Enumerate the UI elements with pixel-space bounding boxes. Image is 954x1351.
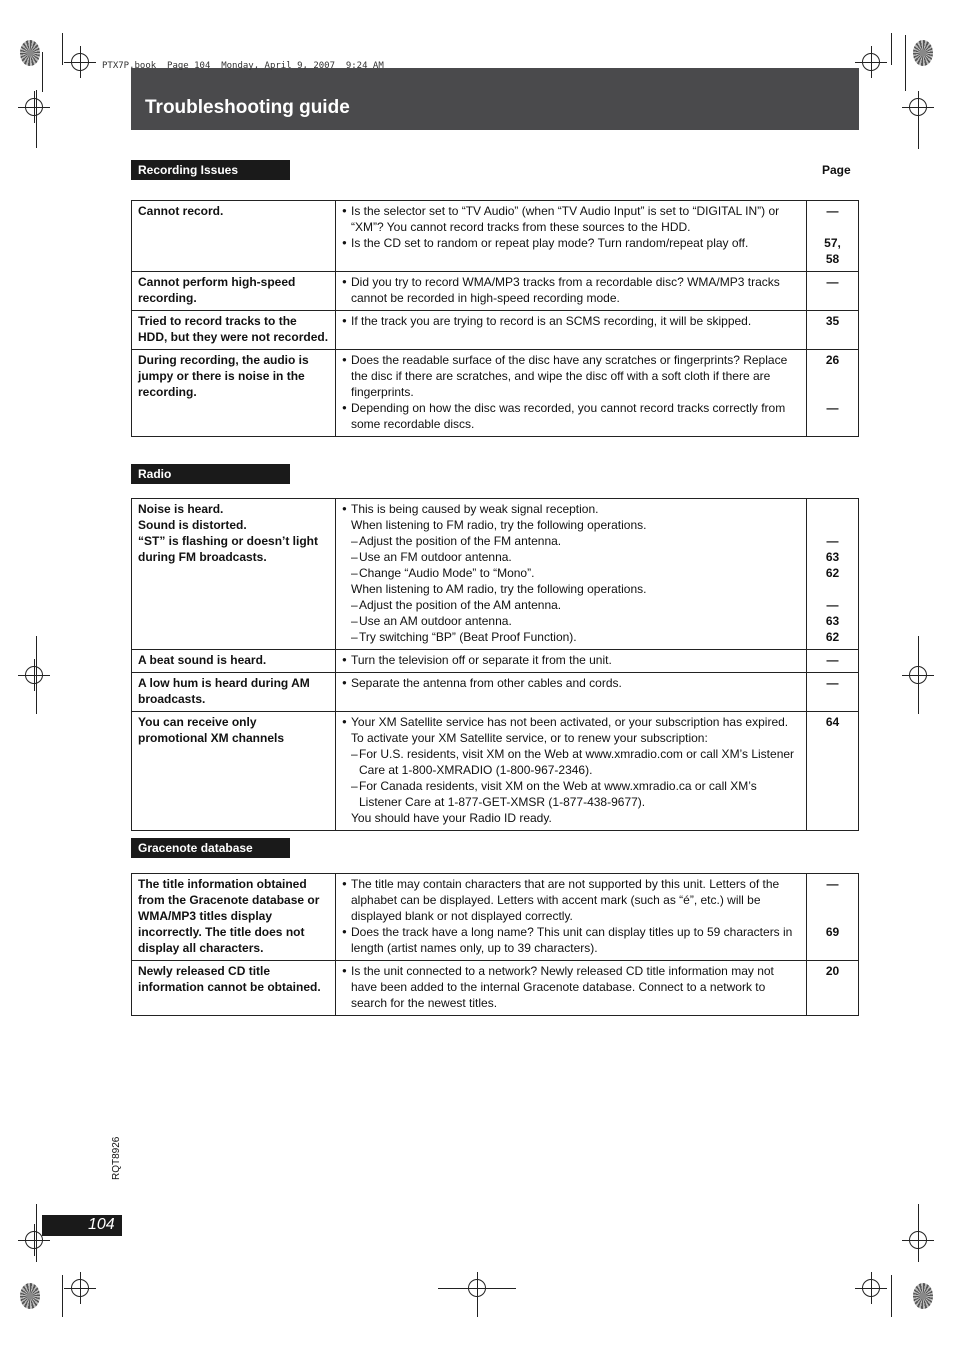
page-ref: — <box>826 401 839 415</box>
page-cell <box>807 650 859 673</box>
problem-cell: Cannot perform high-speed recording. <box>132 272 336 311</box>
registration-mark-icon <box>862 1279 880 1297</box>
solution-cell <box>336 874 807 961</box>
solution-dash: – For Canada residents, visit XM on the Web at www.xmradio.ca or call XM’s Listener Care at 1-877-GET-XMSR (1-877-438-9677). <box>342 778 800 810</box>
problem-cell <box>132 499 336 650</box>
page-ref: 58 <box>825 252 840 266</box>
page-title: Troubleshooting guide <box>145 97 350 118</box>
solution-cell <box>336 712 807 831</box>
page-ref: — <box>826 598 839 612</box>
solution-bullet: ● This is being caused by weak signal reception. <box>342 501 800 517</box>
crop-line <box>62 33 63 65</box>
solution-cell <box>336 650 807 673</box>
registration-mark-icon <box>71 53 89 71</box>
page-cell <box>807 311 859 350</box>
section-heading-radio: Radio <box>131 464 290 484</box>
crop-line <box>62 1275 63 1317</box>
solution-text: To activate your XM Satellite service, or to renew your subscription: <box>351 731 708 745</box>
page-ref: 35 <box>825 314 840 328</box>
registration-mark-icon <box>468 1279 486 1297</box>
solution-dash: – Adjust the position of the AM antenna. <box>342 597 800 613</box>
page-ref: — <box>826 204 839 218</box>
solution-text: You should have your Radio ID ready. <box>351 811 552 825</box>
solution-text: When listening to FM radio, try the following operations. <box>351 518 647 532</box>
solution-bullet: ● Is the unit connected to a network? Newly released CD title information may not have been added to the internal Gracenote database. Connect to a network to search for the newest titles. <box>342 963 800 1011</box>
crop-line <box>905 35 906 91</box>
page-cell <box>807 874 859 961</box>
solution-cell <box>336 272 807 311</box>
problem-cell: Cannot record. <box>132 201 336 272</box>
recording-issues-table <box>131 200 859 437</box>
solution-bullet: ● If the track you are trying to record is an SCMS recording, it will be skipped. <box>342 313 800 329</box>
solution-bullet: ● Does the readable surface of the disc have any scratches or fingerprints? Replace the disc if there are scratches, and wipe the disc off with a soft cloth if there are fingerprints. <box>342 352 800 400</box>
radio-table <box>131 498 859 831</box>
section-heading-gracenote: Gracenote database <box>131 838 290 858</box>
color-target-icon <box>913 40 933 66</box>
registration-mark-icon <box>25 98 43 116</box>
table-row <box>132 650 859 673</box>
table-row <box>132 874 859 961</box>
solution-dash: – Change “Audio Mode” to “Mono”. <box>342 565 800 581</box>
crop-line <box>891 1275 892 1317</box>
table-row <box>132 673 859 712</box>
table-row <box>132 712 859 831</box>
page-number: 104 <box>88 1216 115 1233</box>
registration-mark-icon <box>25 1231 43 1249</box>
solution-cell <box>336 311 807 350</box>
page-ref: 63 <box>825 614 840 628</box>
solution-bullet: ● Does the track have a long name? This unit can display titles up to 59 characters in length (artist names only, up to 39 characters). <box>342 924 800 956</box>
registration-mark-icon <box>909 98 927 116</box>
page-ref: 57, <box>824 236 841 250</box>
page-ref: 64 <box>825 715 840 729</box>
solution-cell <box>336 350 807 437</box>
page-ref: — <box>826 275 839 289</box>
page-ref: — <box>826 877 839 891</box>
page-ref: — <box>826 676 839 690</box>
model-code: RQT8926 <box>111 1136 122 1180</box>
color-target-icon <box>20 1283 40 1309</box>
solution-dash: – Adjust the position of the FM antenna. <box>342 533 800 549</box>
solution-bullet: ● Is the selector set to “TV Audio” (when “TV Audio Input” is set to “DIGITAL IN”) or “XM”? You cannot record tracks from these sources to the HDD. <box>342 203 800 235</box>
solution-bullet: ● Depending on how the disc was recorded, you cannot record tracks correctly from some recordable discs. <box>342 400 800 432</box>
solution-cell <box>336 201 807 272</box>
page-ref: — <box>826 534 839 548</box>
page-ref: — <box>826 653 839 667</box>
page-ref: 62 <box>825 630 840 644</box>
problem-cell: Tried to record tracks to the HDD, but they were not recorded. <box>132 311 336 350</box>
page-ref: 26 <box>825 353 840 367</box>
solution-text: When listening to AM radio, try the following operations. <box>351 582 647 596</box>
crop-line <box>42 52 43 92</box>
solution-dash: – Use an FM outdoor antenna. <box>342 549 800 565</box>
table-row <box>132 961 859 1016</box>
problem-line: Sound is distorted. <box>138 518 247 532</box>
problem-cell: Newly released CD title information cannot be obtained. <box>132 961 336 1016</box>
page-ref: 69 <box>825 925 840 939</box>
solution-dash: – Try switching “BP” (Beat Proof Function). <box>342 629 800 645</box>
table-row <box>132 272 859 311</box>
problem-cell: During recording, the audio is jumpy or there is noise in the recording. <box>132 350 336 437</box>
page-cell <box>807 201 859 272</box>
section-heading-recording: Recording Issues <box>131 160 290 180</box>
problem-cell: A beat sound is heard. <box>132 650 336 673</box>
problem-line: Noise is heard. <box>138 502 224 516</box>
problem-cell: The title information obtained from the Gracenote database or WMA/MP3 titles display incorrectly. The title does not display all characters. <box>132 874 336 961</box>
page-cell <box>807 673 859 712</box>
problem-cell: A low hum is heard during AM broadcasts. <box>132 673 336 712</box>
solution-cell <box>336 499 807 650</box>
page-ref: 63 <box>825 550 840 564</box>
table-row <box>132 350 859 437</box>
problem-cell: You can receive only promotional XM channels <box>132 712 336 831</box>
page-cell <box>807 712 859 831</box>
solution-bullet: ● Did you try to record WMA/MP3 tracks from a recordable disc? WMA/MP3 tracks cannot be recorded in high-speed recording mode. <box>342 274 800 306</box>
registration-mark-icon <box>909 666 927 684</box>
solution-bullet: ● Is the CD set to random or repeat play mode? Turn random/repeat play off. <box>342 235 800 251</box>
solution-bullet: ● Turn the television off or separate it from the unit. <box>342 652 800 668</box>
table-row <box>132 201 859 272</box>
color-target-icon <box>20 40 40 66</box>
problem-line: “ST” is flashing or doesn’t light during FM broadcasts. <box>138 534 319 564</box>
color-target-icon <box>913 1283 933 1309</box>
solution-bullet: ● Separate the antenna from other cables and cords. <box>342 675 800 691</box>
book-stamp: PTX7P.book Page 104 Monday, April 9, 2007 9:24 AM <box>102 61 384 71</box>
registration-mark-icon <box>25 666 43 684</box>
page-cell <box>807 499 859 650</box>
page-ref: 62 <box>825 566 840 580</box>
page-cell <box>807 961 859 1016</box>
registration-mark-icon <box>862 53 880 71</box>
page-cell <box>807 350 859 437</box>
solution-bullet: ● The title may contain characters that are not supported by this unit. Letters of the alphabet can be displayed. Letters with accent mark (such as “é”, etc.) will be displayed blank or not displayed correctly. <box>342 876 800 924</box>
solution-bullet: ● Your XM Satellite service has not been activated, or your subscription has expired. <box>342 714 800 730</box>
table-row <box>132 311 859 350</box>
page-cell <box>807 272 859 311</box>
registration-mark-icon <box>71 1279 89 1297</box>
solution-cell <box>336 961 807 1016</box>
crop-line <box>891 33 892 65</box>
table-row <box>132 499 859 650</box>
registration-mark-icon <box>909 1231 927 1249</box>
page-column-header: Page <box>822 163 851 177</box>
solution-dash: – For U.S. residents, visit XM on the Web at www.xmradio.com or call XM’s Listener Care at 1-800-XMRADIO (1-800-967-2346). <box>342 746 800 778</box>
solution-cell <box>336 673 807 712</box>
page-ref: 20 <box>825 964 840 978</box>
solution-dash: – Use an AM outdoor antenna. <box>342 613 800 629</box>
gracenote-table <box>131 873 859 1016</box>
